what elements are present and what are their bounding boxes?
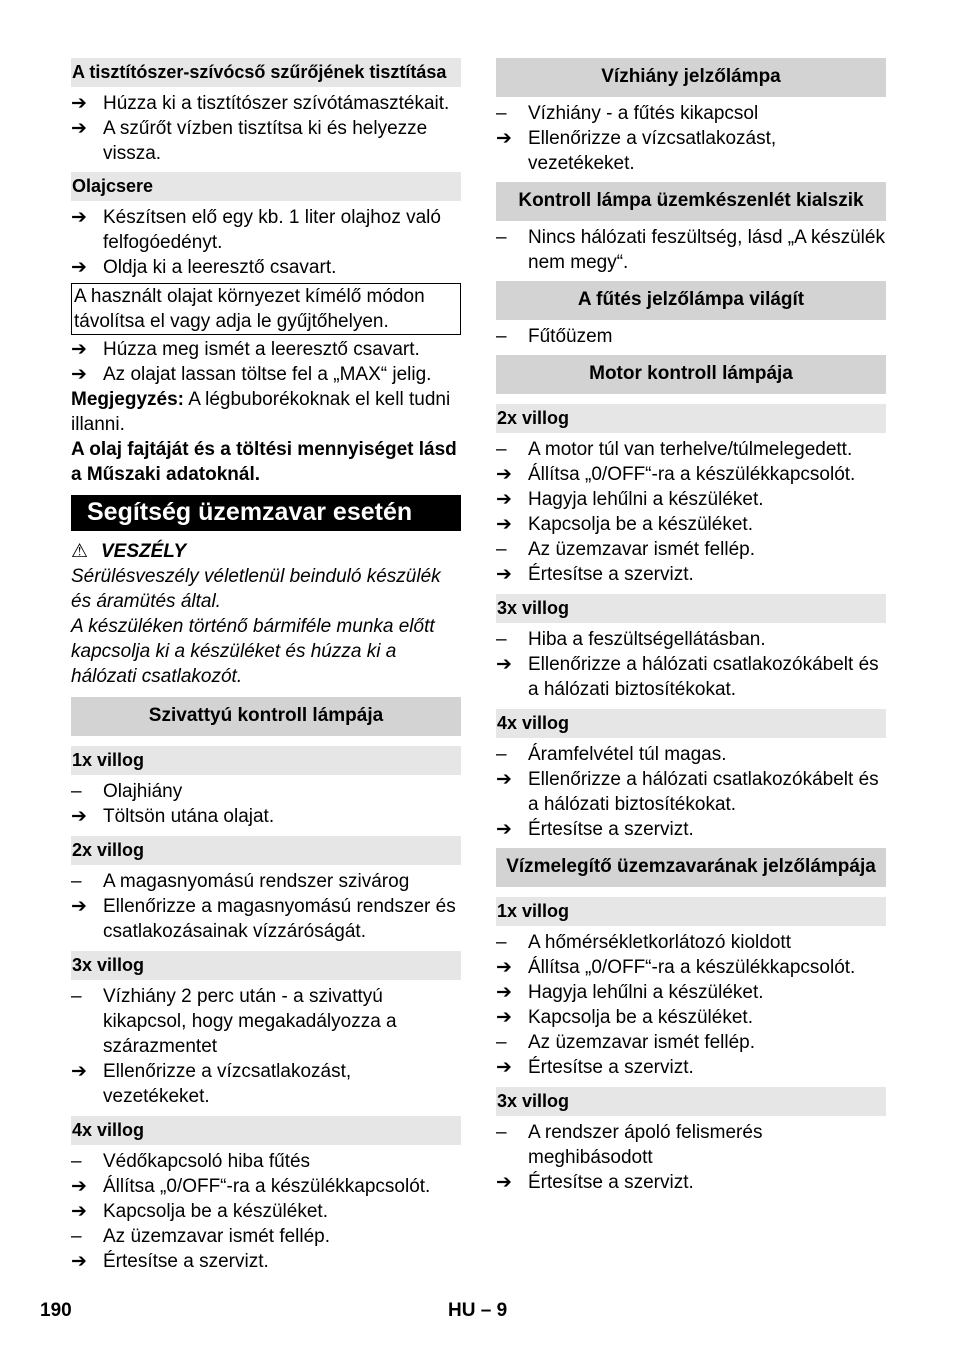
list-item-text: Az üzemzavar ismét fellép. xyxy=(528,539,756,560)
list-item xyxy=(71,1059,461,1109)
blink-group-heading: 4x villog xyxy=(71,1116,461,1145)
dash-icon: – xyxy=(496,103,507,124)
dash-icon: – xyxy=(496,326,507,347)
list-item xyxy=(71,779,461,804)
list-item xyxy=(71,1249,461,1274)
heating-lamp-heading: A fűtés jelzőlámpa világít xyxy=(496,281,886,320)
oil-type-note: A olaj fajtáját és a töltési mennyiséget lásd a Műszaki adatoknál. xyxy=(71,439,457,485)
blink-group-heading: 3x villog xyxy=(496,1087,886,1116)
pump-lamp-groups xyxy=(71,746,461,1274)
arrow-right-icon: ➔ xyxy=(496,564,512,585)
blink-group-items xyxy=(71,1149,461,1274)
list-item xyxy=(496,101,886,126)
list-item-text: Értesítse a szervizt. xyxy=(528,1172,694,1193)
list-item-text: Olajhiány xyxy=(103,781,183,802)
page-number: 190 xyxy=(40,1300,72,1321)
list-item xyxy=(496,1030,886,1055)
list-item xyxy=(71,1199,461,1224)
arrow-right-icon: ➔ xyxy=(71,806,87,827)
blink-group-items xyxy=(71,869,461,944)
list-item-text: Húzza meg ismét a leeresztő csavart. xyxy=(103,339,420,360)
list-item xyxy=(71,894,461,944)
list-item xyxy=(496,562,886,587)
list-item-text: A motor túl van terhelve/túlmelegedett. xyxy=(528,439,853,460)
arrow-right-icon: ➔ xyxy=(71,1061,87,1082)
blink-group-items xyxy=(496,930,886,1080)
blink-group-items xyxy=(496,437,886,587)
list-item xyxy=(496,627,886,652)
list-item xyxy=(71,804,461,829)
list-item-text: Védőkapcsoló hiba fűtés xyxy=(103,1151,311,1172)
motor-lamp-groups xyxy=(496,404,886,842)
list-item xyxy=(496,652,886,702)
list-item-text: Kapcsolja be a készüléket. xyxy=(103,1201,328,1222)
water-lamp-items xyxy=(496,101,886,176)
arrow-right-icon: ➔ xyxy=(496,982,512,1003)
blink-group-items xyxy=(71,779,461,829)
list-item xyxy=(71,1174,461,1199)
list-item xyxy=(496,462,886,487)
list-item-text: Készítsen elő egy kb. 1 liter olajhoz való felfogóedényt. xyxy=(103,207,441,253)
blink-group-heading: 2x villog xyxy=(71,836,461,865)
list-item-text: Oldja ki a leeresztő csavart. xyxy=(103,257,337,278)
arrow-right-icon: ➔ xyxy=(71,1251,87,1272)
arrow-right-icon: ➔ xyxy=(496,819,512,840)
dash-icon: – xyxy=(496,539,507,560)
dash-icon: – xyxy=(71,1151,82,1172)
list-item xyxy=(496,980,886,1005)
list-item xyxy=(496,1005,886,1030)
arrow-right-icon: ➔ xyxy=(496,1172,512,1193)
list-item-text: A hőmérsékletkorlátozó kioldott xyxy=(528,932,791,953)
list-item xyxy=(71,116,461,166)
arrow-right-icon: ➔ xyxy=(496,1057,512,1078)
dash-icon: – xyxy=(496,932,507,953)
list-item xyxy=(71,91,461,116)
arrow-right-icon: ➔ xyxy=(71,1176,87,1197)
danger-label: VESZÉLY xyxy=(101,541,187,562)
arrow-right-icon: ➔ xyxy=(496,1007,512,1028)
ready-lamp-items xyxy=(496,225,886,275)
dash-icon: – xyxy=(71,871,82,892)
arrow-right-icon: ➔ xyxy=(71,207,87,228)
oil-disposal-note: A használt olajat környezet kímélő módon távolítsa el vagy adja le gyűjtőhelyen. xyxy=(71,283,461,335)
troubleshooting-heading: Segítség üzemzavar esetén xyxy=(71,495,461,531)
list-item-text: Értesítse a szervizt. xyxy=(528,1057,694,1078)
list-item-text: A szűrőt vízben tisztítsa ki és helyezze vissza. xyxy=(103,118,428,164)
arrow-right-icon: ➔ xyxy=(496,128,512,149)
heater-fault-lamp-heading: Vízmelegítő üzemzavarának jelzőlámpája xyxy=(496,848,886,887)
list-item xyxy=(71,255,461,280)
blink-group-heading: 3x villog xyxy=(71,951,461,980)
list-item xyxy=(496,437,886,462)
arrow-right-icon: ➔ xyxy=(496,654,512,675)
list-item xyxy=(71,205,461,255)
danger-heading xyxy=(71,539,461,564)
list-item xyxy=(71,869,461,894)
list-item-text: Hiba a feszültségellátásban. xyxy=(528,629,766,650)
oil-change-heading: Olajcsere xyxy=(71,172,461,201)
dash-icon: – xyxy=(496,1032,507,1053)
list-item-text: Ellenőrizze a magasnyomású rendszer és csatlakozásainak vízzáróságát. xyxy=(103,896,456,942)
dash-icon: – xyxy=(71,986,82,1007)
list-item-text: Vízhiány 2 perc után - a szivattyú kikapcsol, hogy megakadályozza a szárazmentet xyxy=(103,986,397,1057)
left-column xyxy=(71,58,461,1274)
list-item-text: Vízhiány - a fűtés kikapcsol xyxy=(528,103,759,124)
list-item-text: Ellenőrizze a vízcsatlakozást, vezetékeket. xyxy=(103,1061,352,1107)
arrow-right-icon: ➔ xyxy=(496,489,512,510)
list-item-text: Az üzemzavar ismét fellép. xyxy=(103,1226,331,1247)
list-item xyxy=(496,512,886,537)
motor-lamp-heading: Motor kontroll lámpája xyxy=(496,355,886,394)
blink-group-items xyxy=(71,984,461,1109)
arrow-right-icon: ➔ xyxy=(71,364,87,385)
list-item-text: Állítsa „0/OFF“-ra a készülékkapcsolót. xyxy=(528,957,856,978)
arrow-right-icon: ➔ xyxy=(71,118,87,139)
list-item xyxy=(496,767,886,817)
note-label: Megjegyzés: xyxy=(71,389,184,410)
list-item xyxy=(71,362,461,387)
oil-steps-2 xyxy=(71,337,461,387)
air-bubble-note xyxy=(71,387,461,437)
dash-icon: – xyxy=(496,227,507,248)
danger-text-1: Sérülésveszély véletlenül beinduló készülék és áramütés által. xyxy=(71,566,441,612)
list-item xyxy=(496,742,886,767)
list-item xyxy=(496,1120,886,1170)
list-item-text: A magasnyomású rendszer szivárog xyxy=(103,871,410,892)
water-lamp-heading: Vízhiány jelzőlámpa xyxy=(496,58,886,97)
arrow-right-icon: ➔ xyxy=(71,896,87,917)
blink-group-heading: 4x villog xyxy=(496,709,886,738)
dash-icon: – xyxy=(71,1226,82,1247)
list-item-text: Értesítse a szervizt. xyxy=(528,819,694,840)
list-item-text: A rendszer ápoló felismerés meghibásodott xyxy=(528,1122,763,1168)
right-column xyxy=(496,58,886,1195)
blink-group-heading: 2x villog xyxy=(496,404,886,433)
arrow-right-icon: ➔ xyxy=(496,464,512,485)
list-item-text: Állítsa „0/OFF“-ra a készülékkapcsolót. xyxy=(528,464,856,485)
page-code: HU – 9 xyxy=(448,1300,508,1321)
list-item xyxy=(71,984,461,1059)
filter-cleaning-heading: A tisztítószer-szívócső szűrőjének tisztítása xyxy=(71,58,461,87)
list-item xyxy=(71,1149,461,1174)
arrow-right-icon: ➔ xyxy=(71,339,87,360)
warning-triangle-icon: ⚠ xyxy=(71,541,89,562)
note-text: A légbuborékoknak el kell tudni illanni. xyxy=(71,389,451,435)
dash-icon: – xyxy=(496,1122,507,1143)
list-item xyxy=(496,225,886,275)
blink-group-heading: 1x villog xyxy=(496,897,886,926)
dash-icon: – xyxy=(496,744,507,765)
list-item xyxy=(496,1170,886,1195)
list-item-text: Ellenőrizze a hálózati csatlakozókábelt és a hálózati biztosítékokat. xyxy=(528,769,879,815)
dash-icon: – xyxy=(71,781,82,802)
list-item-text: Értesítse a szervizt. xyxy=(103,1251,269,1272)
list-item-text: Kapcsolja be a készüléket. xyxy=(528,1007,753,1028)
list-item-text: Nincs hálózati feszültség, lásd „A készülék nem megy“. xyxy=(528,227,885,273)
list-item-text: Az olajat lassan töltse fel a „MAX“ jelig. xyxy=(103,364,432,385)
ready-lamp-heading: Kontroll lámpa üzemkészenlét kialszik xyxy=(496,182,886,221)
list-item xyxy=(496,817,886,842)
list-item xyxy=(496,324,886,349)
dash-icon: – xyxy=(496,439,507,460)
blink-group-items xyxy=(496,627,886,702)
list-item-text: Kapcsolja be a készüléket. xyxy=(528,514,753,535)
dash-icon: – xyxy=(496,629,507,650)
oil-steps xyxy=(71,205,461,280)
filter-steps xyxy=(71,91,461,166)
list-item-text: Áramfelvétel túl magas. xyxy=(528,744,727,765)
blink-group-heading: 1x villog xyxy=(71,746,461,775)
heating-lamp-items xyxy=(496,324,886,349)
list-item xyxy=(496,1055,886,1080)
danger-text-2: A készüléken történő bármiféle munka előtt kapcsolja ki a készüléket és húzza ki a hálózati csatlakozót. xyxy=(71,616,435,687)
blink-group-heading: 3x villog xyxy=(496,594,886,623)
list-item xyxy=(496,126,886,176)
list-item xyxy=(496,537,886,562)
heater-fault-groups xyxy=(496,897,886,1195)
list-item-text: Húzza ki a tisztítószer szívótámasztékait. xyxy=(103,93,450,114)
list-item-text: Fűtőüzem xyxy=(528,326,613,347)
list-item-text: Az üzemzavar ismét fellép. xyxy=(528,1032,756,1053)
arrow-right-icon: ➔ xyxy=(71,257,87,278)
arrow-right-icon: ➔ xyxy=(496,769,512,790)
list-item-text: Értesítse a szervizt. xyxy=(528,564,694,585)
list-item-text: Hagyja lehűlni a készüléket. xyxy=(528,489,764,510)
list-item xyxy=(71,1224,461,1249)
blink-group-items xyxy=(496,742,886,842)
pump-lamp-heading: Szivattyú kontroll lámpája xyxy=(71,697,461,736)
list-item-text: Ellenőrizze a hálózati csatlakozókábelt és a hálózati biztosítékokat. xyxy=(528,654,879,700)
list-item-text: Hagyja lehűlni a készüléket. xyxy=(528,982,764,1003)
list-item xyxy=(496,487,886,512)
arrow-right-icon: ➔ xyxy=(496,957,512,978)
list-item xyxy=(496,955,886,980)
blink-group-items xyxy=(496,1120,886,1195)
list-item-text: Állítsa „0/OFF“-ra a készülékkapcsolót. xyxy=(103,1176,431,1197)
arrow-right-icon: ➔ xyxy=(496,514,512,535)
arrow-right-icon: ➔ xyxy=(71,93,87,114)
list-item xyxy=(71,337,461,362)
list-item-text: Ellenőrizze a vízcsatlakozást, vezetékeket. xyxy=(528,128,777,174)
list-item xyxy=(496,930,886,955)
arrow-right-icon: ➔ xyxy=(71,1201,87,1222)
list-item-text: Töltsön utána olajat. xyxy=(103,806,275,827)
